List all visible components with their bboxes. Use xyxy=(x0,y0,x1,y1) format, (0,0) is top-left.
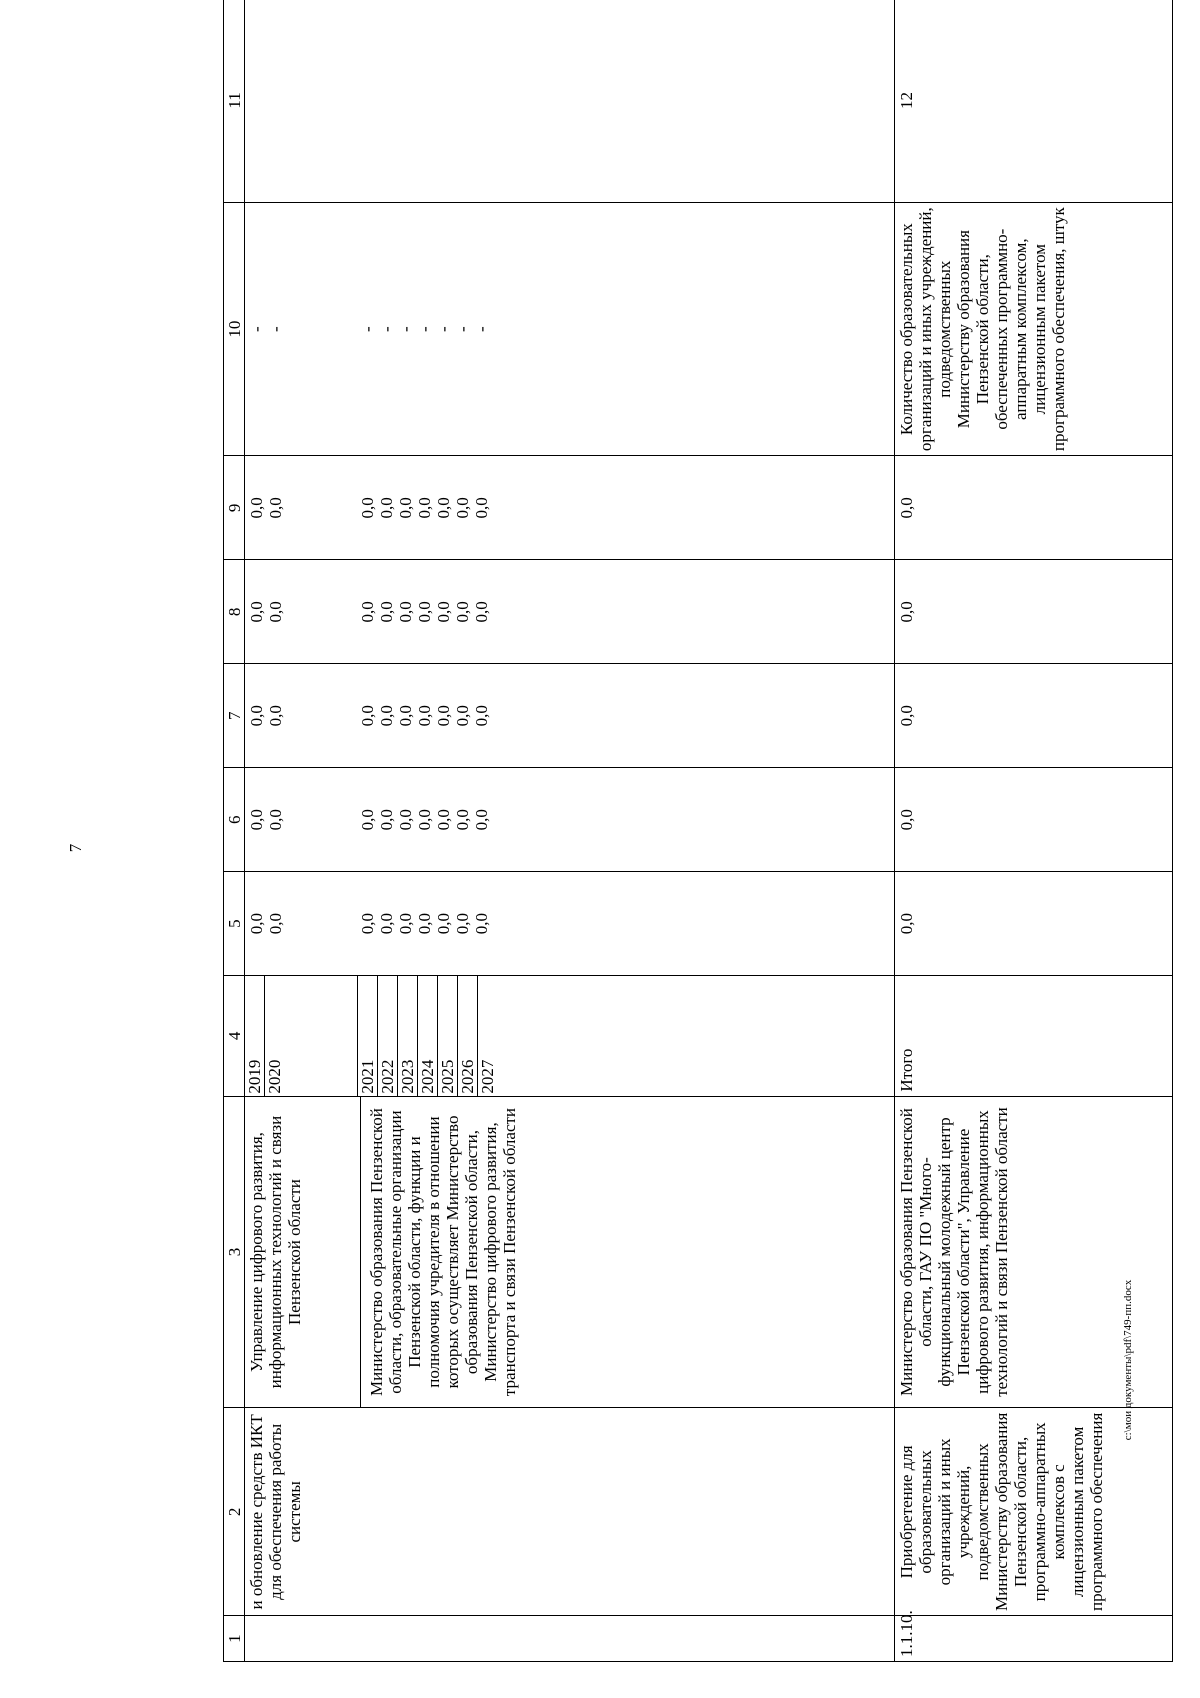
col-header: 10 xyxy=(224,202,245,456)
indicator-name: Количество образовательных организаций и иных учреждений, подведомственных Министерству образования Пензенской области, обеспеченных программно-аппаратным комплексом, лицензионным пакетом программного обеспечения, штук xyxy=(895,202,1173,456)
cell-value: 0,0 xyxy=(266,497,285,519)
cell-value: 0,0 xyxy=(453,497,472,519)
executors-cell: Министерство образования Пензенской области, ГАУ ПО "Много-функциональный молодежный центр Пензенской области", Управление цифрового развития, информационных технологий и связи Пензенской области xyxy=(895,1096,1173,1408)
year-value: 2020 xyxy=(265,976,358,1096)
cell-value: 0,0 xyxy=(377,809,396,831)
cell-value: 0,0 xyxy=(247,912,266,935)
cell-value: 0,0 xyxy=(434,497,453,519)
year-value: 2025 xyxy=(438,976,458,1096)
cell-value: 0,0 xyxy=(895,456,1173,560)
cell-value: 0,0 xyxy=(358,809,377,831)
cell-value: 0,0 xyxy=(358,601,377,623)
cell-value: 0,0 xyxy=(377,705,396,727)
cell-value: - xyxy=(266,326,285,332)
cell-value: 0,0 xyxy=(434,809,453,831)
col-header: 11 xyxy=(224,0,245,202)
cell-value: 0,0 xyxy=(266,809,285,831)
year-value: 2022 xyxy=(378,976,398,1096)
program-table xyxy=(223,0,1173,1662)
indicator-column-10 xyxy=(245,202,895,456)
cell-value: 0,0 xyxy=(266,912,285,935)
cell-value: 0,0 xyxy=(472,601,491,623)
col-header: 4 xyxy=(224,976,245,1097)
cell-value: 0,0 xyxy=(415,705,434,727)
cell-value: - xyxy=(396,326,415,332)
cell-value: - xyxy=(415,326,434,332)
cell-value: 0,0 xyxy=(895,664,1173,768)
cell-value: 0,0 xyxy=(895,768,1173,872)
col-header: 5 xyxy=(224,872,245,976)
table-row xyxy=(245,0,895,1662)
indicator-value xyxy=(245,0,895,202)
activity-description: и обновление средств ИКТ для обеспечения работы системы xyxy=(245,1408,895,1616)
col-header: 2 xyxy=(224,1408,245,1616)
cell-value: 0,0 xyxy=(396,497,415,519)
cell-value: 0,0 xyxy=(266,705,285,727)
cell-value: 0,0 xyxy=(453,705,472,727)
cell-value: 0,0 xyxy=(415,809,434,831)
row-number xyxy=(245,1616,895,1662)
year-value: 2023 xyxy=(398,976,418,1096)
cell-value: 0,0 xyxy=(434,601,453,623)
cell-value: - xyxy=(472,326,491,332)
cell-value: 0,0 xyxy=(472,912,491,935)
cell-value: 0,0 xyxy=(472,809,491,831)
cell-value: - xyxy=(247,326,266,332)
year-value: 2019 xyxy=(245,976,265,1096)
cell-value: 0,0 xyxy=(895,560,1173,664)
col-header: 3 xyxy=(224,1096,245,1408)
col-header: 1 xyxy=(224,1616,245,1662)
col-header: 8 xyxy=(224,560,245,664)
activity-description: Приобретение для образовательных организаций и иных учреждений, подведомственных Министерству образования Пензенской области, программно-аппаратных комплексов с лицензионным пакетом программного обеспечения xyxy=(895,1408,1173,1616)
year-value: 2024 xyxy=(418,976,438,1096)
cell-value: - xyxy=(453,326,472,332)
cell-value: 0,0 xyxy=(415,912,434,935)
cell-value: 0,0 xyxy=(434,912,453,935)
cell-value: 0,0 xyxy=(396,809,415,831)
col-header: 7 xyxy=(224,664,245,768)
cell-value: 0,0 xyxy=(415,497,434,519)
rotated-table-wrapper xyxy=(223,0,1173,1662)
cell-value: 0,0 xyxy=(396,601,415,623)
year-value: 2027 xyxy=(478,1059,497,1094)
column-number-row xyxy=(224,0,245,1662)
cell-value: 0,0 xyxy=(453,809,472,831)
cell-value: 0,0 xyxy=(377,497,396,519)
cell-value: 0,0 xyxy=(415,601,434,623)
cell-value: 0,0 xyxy=(472,497,491,519)
value-column-8 xyxy=(245,560,895,664)
page-number: 7 xyxy=(66,843,85,853)
row-number: 1.1.10. xyxy=(895,1616,1173,1662)
cell-value: 0,0 xyxy=(377,601,396,623)
value-column-9 xyxy=(245,456,895,560)
year-value: 2021 xyxy=(358,976,378,1096)
cell-value: 0,0 xyxy=(396,705,415,727)
value-column-6 xyxy=(245,768,895,872)
years-cell xyxy=(245,976,895,1097)
footer-path: c:\мои документы\pdf\749-пп.docx xyxy=(1122,1279,1134,1441)
cell-value: 0,0 xyxy=(247,705,266,727)
col-header: 9 xyxy=(224,456,245,560)
cell-value: - xyxy=(377,326,396,332)
executors-cell xyxy=(245,1096,895,1408)
cell-value: 0,0 xyxy=(266,601,285,623)
table-row xyxy=(895,0,1173,1662)
cell-value: 0,0 xyxy=(247,497,266,519)
executor-lower: Министерство образования Пензенской области, образовательные организации Пензенской области, функции и полномочия учредителя в отношении которых осуществляет Министерство образования Пензенской области, Министерство цифрового развития, транспорта и связи Пензенской области xyxy=(360,1097,525,1408)
executor-upper: Управление цифрового развития, информационных технологий и связи Пензенской области xyxy=(247,1115,304,1389)
cell-value: 0,0 xyxy=(358,497,377,519)
cell-value: 0,0 xyxy=(358,705,377,727)
cell-value: 0,0 xyxy=(472,705,491,727)
cell-value: - xyxy=(434,326,453,332)
cell-value: 0,0 xyxy=(453,601,472,623)
cell-value: 0,0 xyxy=(377,912,396,935)
total-label: Итого xyxy=(895,976,1173,1097)
cell-value: 0,0 xyxy=(396,912,415,935)
cell-value: 0,0 xyxy=(453,912,472,935)
cell-value: 0,0 xyxy=(895,872,1173,976)
indicator-value: 12 xyxy=(895,0,1173,202)
cell-value: - xyxy=(358,326,377,332)
cell-value: 0,0 xyxy=(434,705,453,727)
cell-value: 0,0 xyxy=(247,809,266,831)
cell-value: 0,0 xyxy=(358,912,377,935)
value-column-7 xyxy=(245,664,895,768)
year-value: 2026 xyxy=(458,976,478,1096)
col-header: 6 xyxy=(224,768,245,872)
cell-value: 0,0 xyxy=(247,601,266,623)
value-column-5 xyxy=(245,872,895,976)
